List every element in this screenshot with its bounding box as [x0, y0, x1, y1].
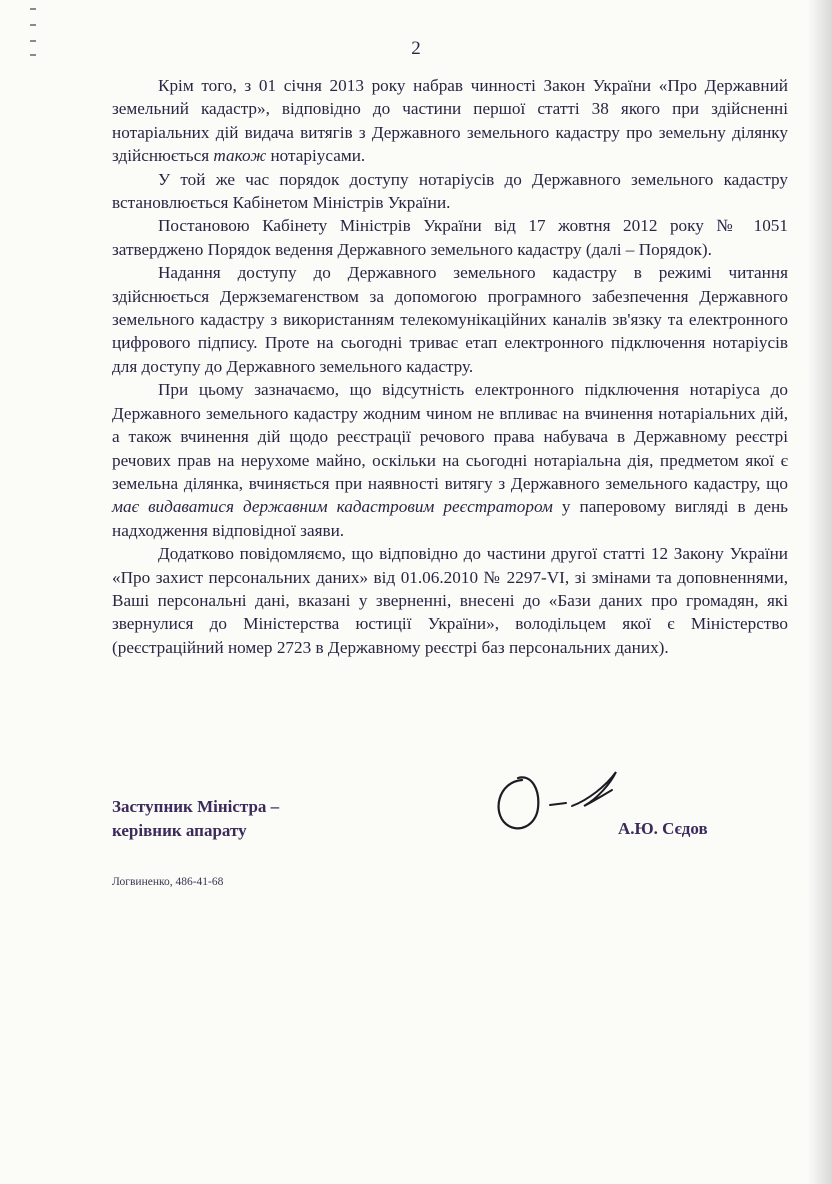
- signer-name: А.Ю. Сєдов: [618, 819, 708, 838]
- letter-body: [112, 74, 788, 659]
- paragraph-read-access: Надання доступу до Державного земельного кадастру в режимі читання здійснюється Держземагенством за допомогою програмного забезпечення Державного земельного кадастру з використанням телекомунікаційних каналів зв'язку та електронного цифрового підпису. Проте на сьогодні триває етап електронного підключення нотаріусів для доступу до Державного земельного кадастру.: [112, 263, 788, 376]
- page-number: 2: [411, 38, 421, 59]
- paragraph-text: При цьому зазначаємо, що відсутність електронного підключення нотаріуса до Державного земельного кадастру жодним чином не впливає на вчинення нотаріальних дій, а також вчинення дій щодо реєстрації речового права набувача в Державному реєстрі речових прав на нерухоме майно, оскільки на сьогодні нотаріальна дія, предметом якої є земельна ділянка, вчиняється при наявності витягу з Державного земельного кадастру, що: [112, 380, 788, 493]
- emphasis-text: має видаватися державним кадастровим реєстратором: [112, 497, 553, 517]
- handwritten-signature: [488, 760, 628, 840]
- paragraph-text: Крім того, з 01 січня 2013 року набрав чинності Закон України «Про Державний земельний кадастр», відповідно до частини першої статті 38 якого при здійсненні нотаріальних дій видача витягів з Державного земельного кадастру про земельну ділянку здійснюється: [112, 76, 788, 166]
- paragraph-text: у паперовому вигляді в день надходження відповідної заяви.: [112, 497, 788, 540]
- paragraph-resolution: Постановою Кабінету Міністрів України від 17 жовтня 2012 року № 1051 затверджено Порядок ведення Державного земельного кадастру (далі – Порядок).: [112, 216, 788, 259]
- paragraph-no-impact: [112, 378, 788, 542]
- signatory-title-line2: керівник апарату: [112, 821, 247, 840]
- emphasis-text: також: [213, 146, 267, 166]
- paragraph-cadastre-law: [112, 74, 788, 168]
- paragraph-personal-data: Додатково повідомляємо, що відповідно до частини другої статті 12 Закону України «Про захист персональних даних» від 01.06.2010 № 2297-VI, зі змінами та доповненнями, Ваші персональні дані, вказані у зверненні, внесені до «Бази даних про громадян, які звернулися до Міністерства юстиції України», володільцем якої є Міністерство (реєстраційний номер 2723 в Державному реєстрі баз персональних даних).: [112, 544, 788, 657]
- scan-edge-shadow: [808, 0, 832, 1184]
- paragraph-access-order: У той же час порядок доступу нотаріусів до Державного земельного кадастру встановлюється Кабінетом Міністрів України.: [112, 169, 788, 213]
- signatory-title-line1: Заступник Міністра –: [112, 797, 280, 816]
- signatory-title: [112, 795, 279, 843]
- executor-contact: Логвиненко, 486-41-68: [112, 876, 224, 888]
- paragraph-text: нотаріусами.: [266, 146, 366, 166]
